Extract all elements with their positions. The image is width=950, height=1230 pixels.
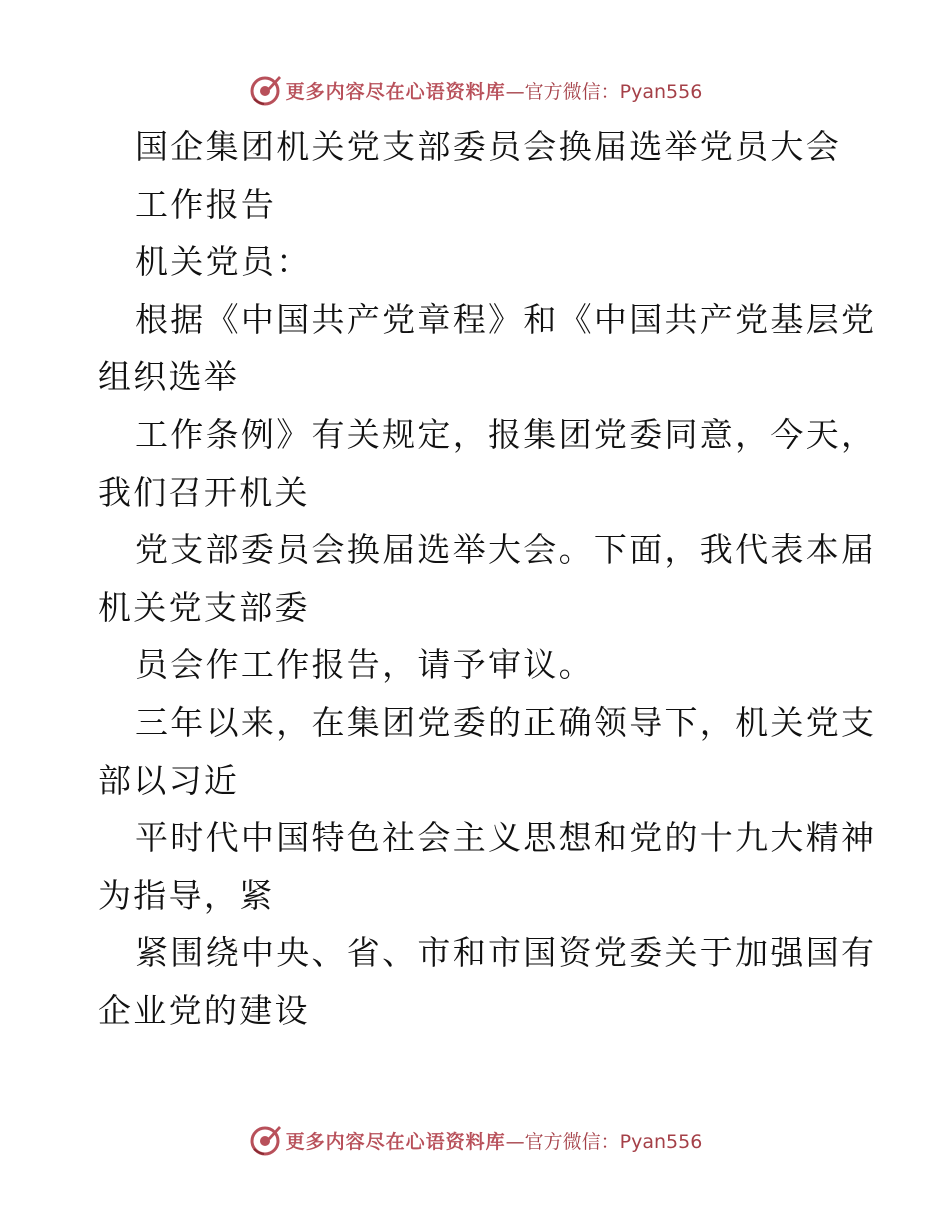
document-title-line: 国企集团机关党支部委员会换届选举党员大会 [135,127,841,166]
paragraph-line: 平时代中国特色社会主义思想和党的十九大精神 [135,818,877,858]
paragraph-line: 根据《中国共产党章程》和《中国共产党基层党 [135,299,877,339]
banner-title: 更多内容尽在心语资料库 [285,1130,506,1153]
quill-pen-logo-icon [248,1123,282,1157]
footer-banner [0,1120,950,1160]
header-banner [0,70,950,110]
banner-contact: —官方微信：Pyan556 [505,80,703,103]
paragraph-line: 工作条例》有关规定，报集团党委同意，今天， [135,414,877,454]
salutation-line: 机关党员： [135,242,312,282]
quill-pen-logo-icon [248,73,282,107]
banner-contact: —官方微信：Pyan556 [505,1130,703,1153]
paragraph-line: 我们召开机关 [98,472,310,512]
paragraph-line: 部以习近 [98,760,240,800]
paragraph-line: 机关党支部委 [98,587,310,627]
paragraph-line: 为指导，紧 [98,875,275,915]
paragraph-line: 组织选举 [98,357,240,397]
paragraph-line: 企业党的建设 [98,990,310,1030]
paragraph-line: 三年以来，在集团党委的正确领导下，机关党支 [135,702,877,742]
paragraph-line: 党支部委员会换届选举大会。下面，我代表本届 [135,530,877,570]
document-body [98,118,877,1040]
paragraph-line: 员会作工作报告，请予审议。 [135,645,594,685]
paragraph-line: 紧围绕中央、省、市和市国资党委关于加强国有 [135,933,877,973]
document-title-line: 工作报告 [135,184,277,224]
banner-title: 更多内容尽在心语资料库 [285,80,506,103]
